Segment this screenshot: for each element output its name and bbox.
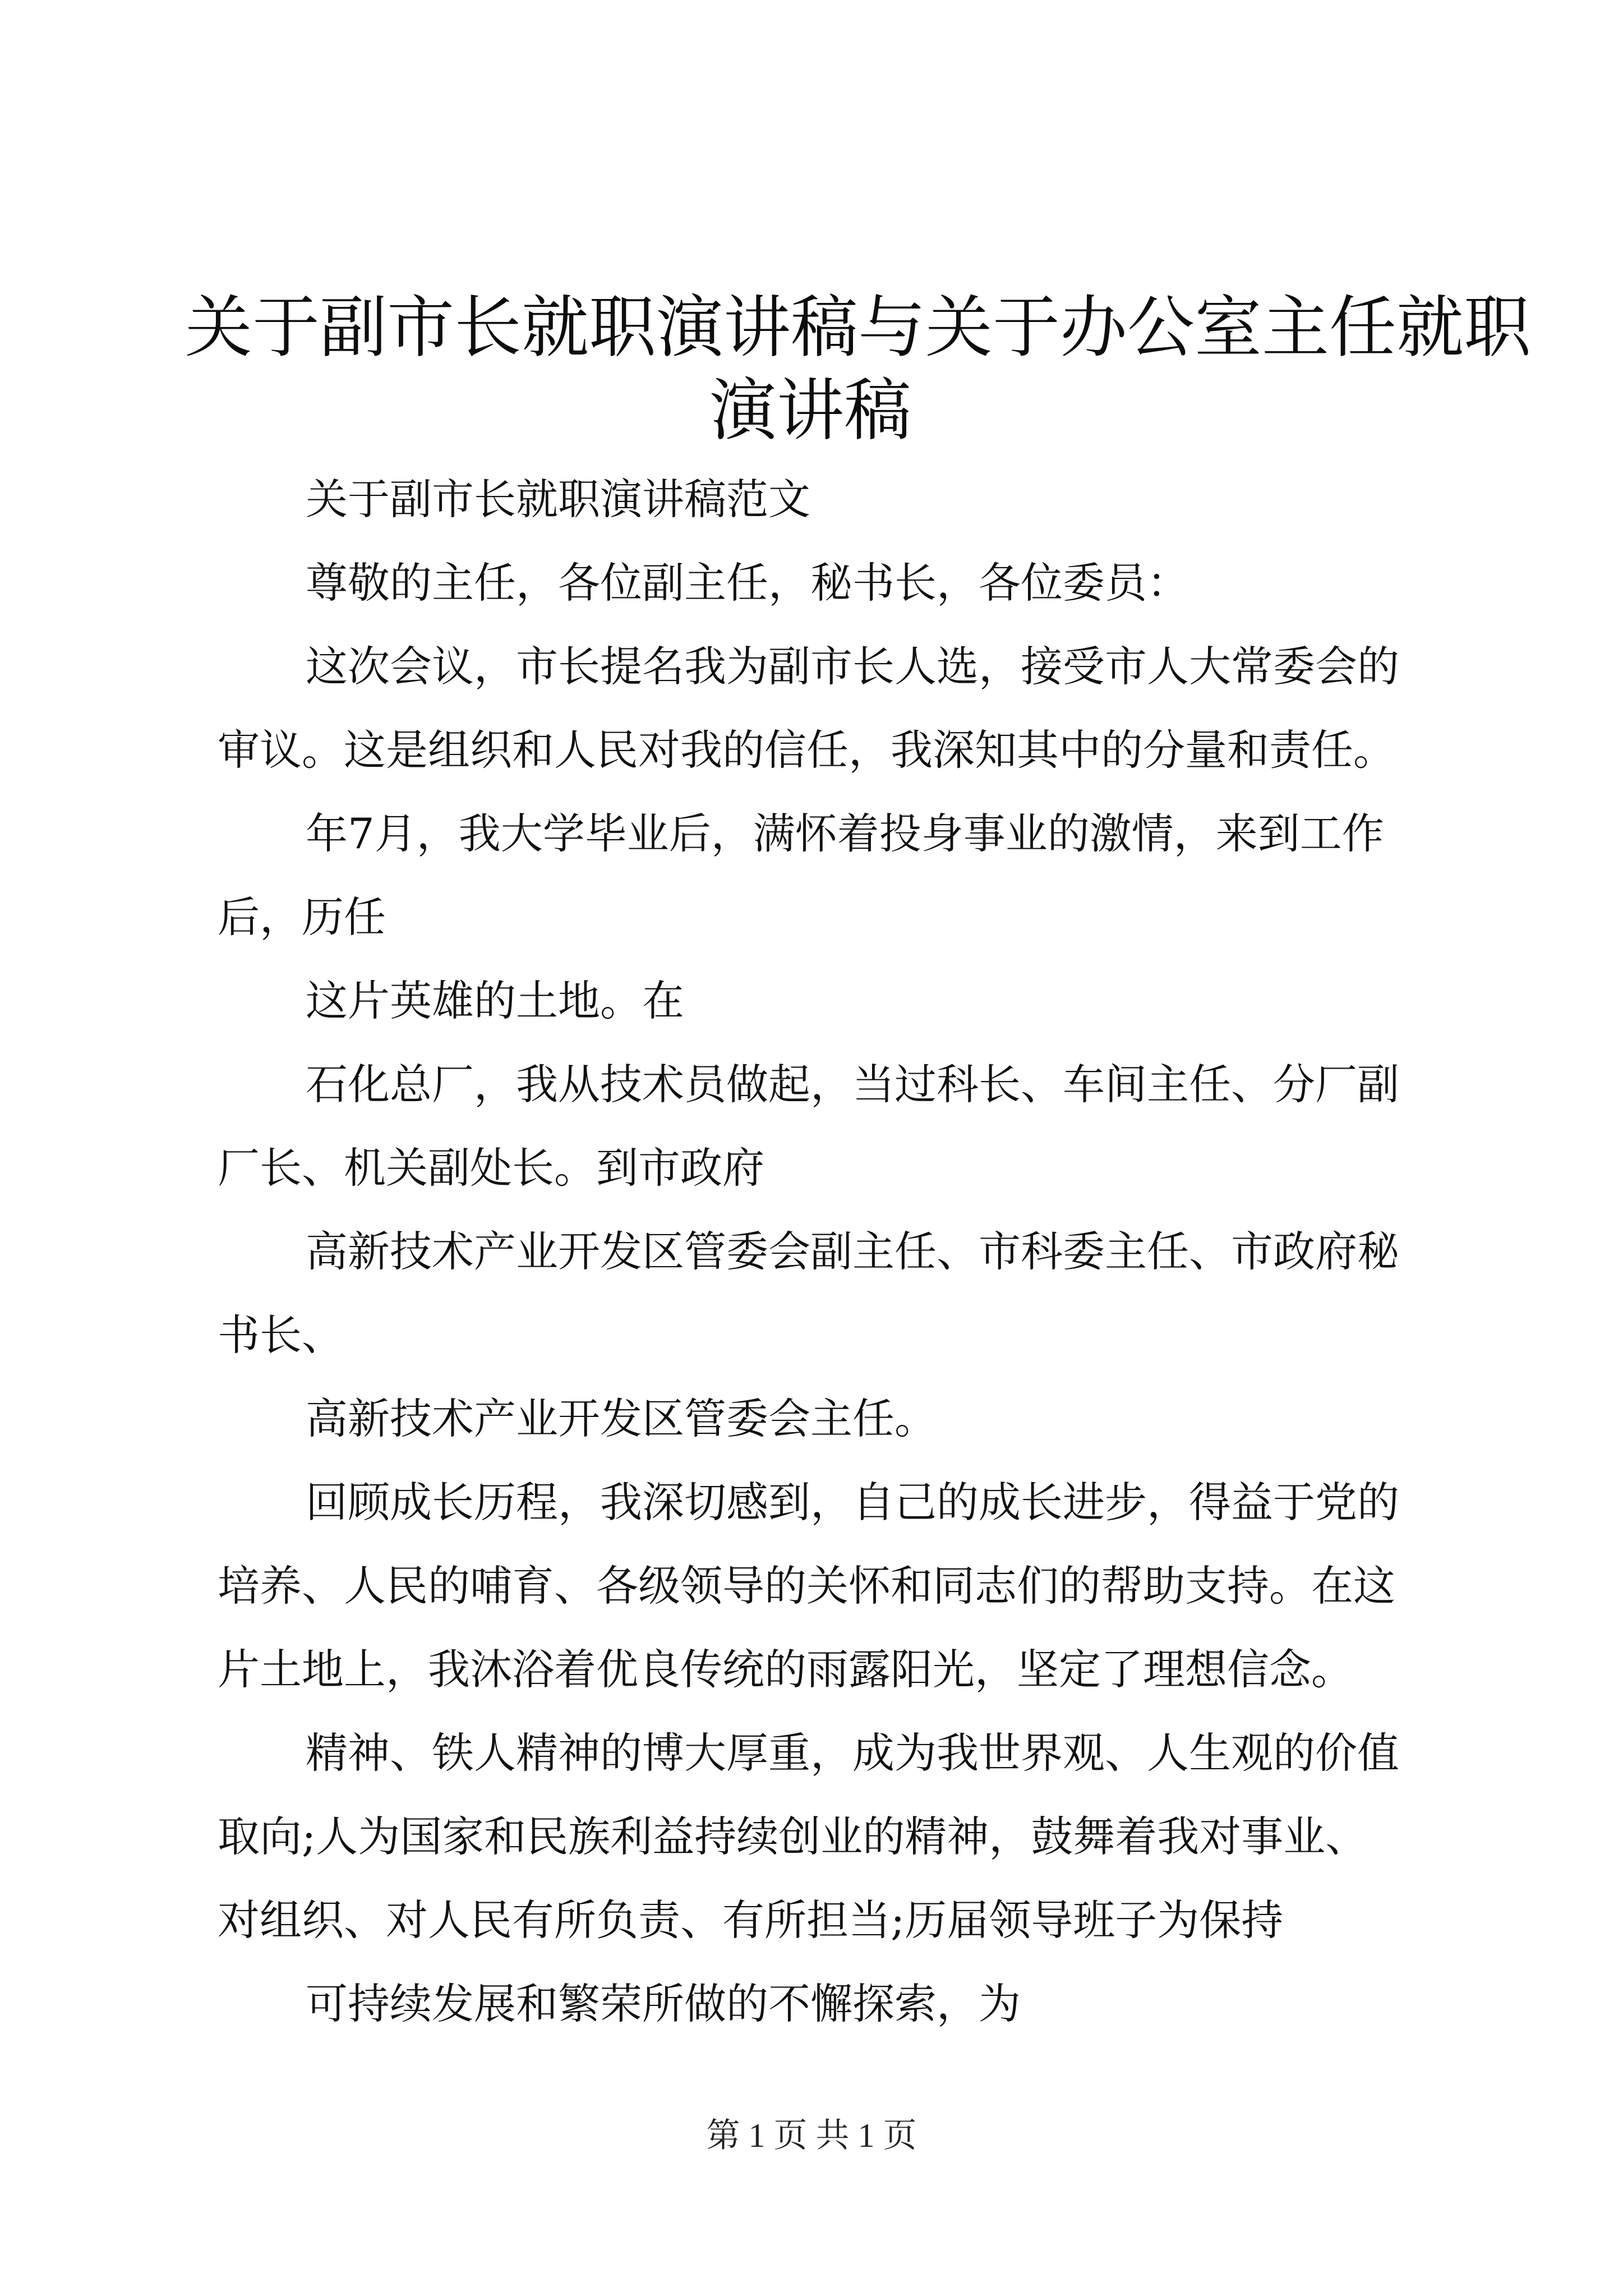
paragraph-line: 回顾成长历程，我深切感到，自己的成长进步，得益于党的 (306, 1478, 1400, 1527)
paragraph-line: 后，历任 (218, 892, 386, 942)
document-title-line-1: 关于副市长就职演讲稿与关于办公室主任就职 (185, 289, 1531, 367)
paragraph-line: 尊敬的主任，各位副主任，秘书长，各位委员： (306, 558, 1189, 608)
paragraph-line: 厂长、机关副处长。到市政府 (218, 1143, 765, 1193)
paragraph-line: 对组织、对人民有所负责、有所担当;历届领导班子为保持 (218, 1895, 1284, 1945)
paragraph-line: 高新技术产业开发区管委会副主任、市科委主任、市政府秘 (306, 1227, 1400, 1276)
paragraph-line: 这片英雄的土地。在 (306, 976, 685, 1025)
paragraph-line: 审议。这是组织和人民对我的信任，我深知其中的分量和责任。 (218, 725, 1396, 775)
paragraph-line: 这次会议，市长提名我为副市长人选，接受市人大常委会的 (306, 642, 1400, 691)
paragraph-line: 石化总厂，我从技术员做起，当过科长、车间主任、分厂副 (306, 1060, 1400, 1109)
page-footer: 第 1 页 共 1 页 (706, 2117, 917, 2154)
paragraph-line: 高新技术产业开发区管委会主任。 (306, 1394, 937, 1443)
paragraph-line: 书长、 (218, 1310, 344, 1360)
paragraph-line: 精神、铁人精神的博大厚重，成为我世界观、人生观的价值 (306, 1728, 1400, 1778)
paragraph-line: 培养、人民的哺育、各级领导的关怀和同志们的帮助支持。在这 (218, 1561, 1396, 1611)
paragraph-line: 年7月，我大学毕业后，满怀着投身事业的激情，来到工作 (306, 809, 1384, 858)
paragraph-line: 关于副市长就职演讲稿范文 (306, 475, 811, 524)
paragraph-line: 片土地上，我沐浴着优良传统的雨露阳光，坚定了理想信念。 (218, 1645, 1354, 1694)
paragraph-line: 可持续发展和繁荣所做的不懈探索，为 (306, 1979, 1021, 2028)
document-title-line-2: 演讲稿 (709, 372, 911, 450)
paragraph-line: 取向;人为国家和民族利益持续创业的精神，鼓舞着我对事业、 (218, 1812, 1368, 1861)
